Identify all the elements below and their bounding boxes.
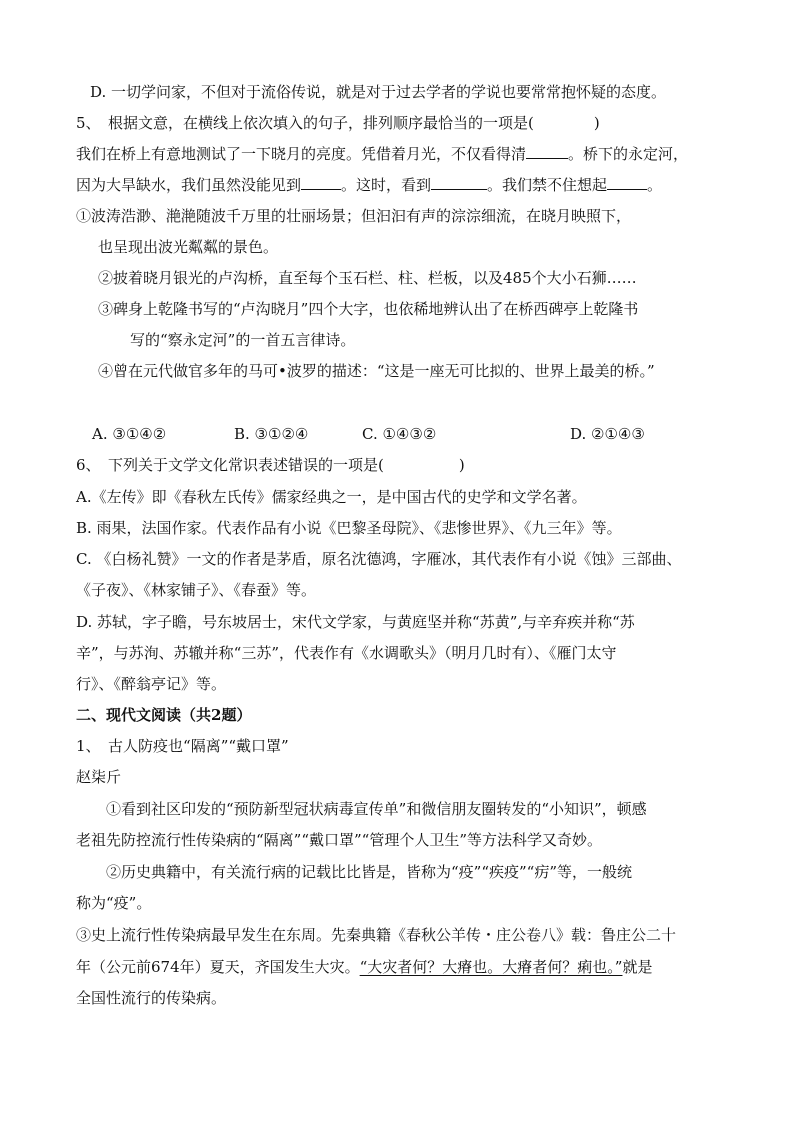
fill-blank-4 [607,175,647,190]
paragraph-2-line2: 称为“疫”。 [76,894,152,912]
q6-option-b: B. 雨果，法国作家。代表作品有小说《巴黎圣母院》、《悲惨世界》、《九三年》等。 [76,519,622,537]
q5-item3-line2: 写的“察永定河”的一首五言律诗。 [130,331,356,349]
article-author: 赵柒斤 [76,768,122,786]
paragraph-3-line2 [76,957,653,977]
fill-blank-3 [431,175,487,190]
q4-option-d: D. 一切学问家，不但对于流俗传说，就是对于过去学者的学说也要常常抱怀疑的态度。 [90,83,667,101]
q5-item1-line2: 也呈现出波光粼粼的景色。 [98,238,279,256]
q5-option-b: B. ③①②④ [234,425,309,443]
q5-item1-line1: ①波涛浩渺、滟滟随波千万里的壮丽场景；但汩汩有声的淙淙细流，在晓月映照下， [76,207,632,225]
q6-stem: 6、 下列关于文学文化常识表述错误的一项是( ) [76,456,465,474]
fill-blank-2 [301,175,341,190]
paragraph-3-line3: 全国性流行的传染病。 [76,989,227,1007]
q5-passage-line2 [76,175,662,195]
passage-text: 因为大旱缺水，我们虽然没能见到 [76,176,302,194]
paragraph-text: 年（公元前674年）夏天，齐国发生大灾。 [76,958,360,976]
q5-stem: 5、 根据文意，在横线上依次填入的句子，排列顺序最恰当的一项是( ) [76,114,600,132]
paragraph-2-line1: ②历史典籍中，有关流行病的记载比比皆是，皆称为“疫”“疾疫”“疠”等，一般统 [106,863,633,881]
fill-blank-1 [526,144,568,159]
passage-text: 。我们禁不住想起 [487,176,608,194]
q6-option-d-line3: 行》、《醉翁亭记》等。 [76,675,227,693]
q6-option-c-line2: 《子夜》、《林家铺子》、《春蚕》等。 [76,581,317,599]
q5-item3-line1: ③碑身上乾隆书写的“卢沟晓月”四个大字，也依稀地辨认出了在桥西碑亭上乾隆书 [98,300,639,318]
passage-text: 。桥下的永定河， [568,145,689,163]
q5-item4: ④曾在元代做官多年的马可•波罗的描述：“这是一座无可比拟的、世界上最美的桥。” [98,362,655,380]
paragraph-text: 就是 [622,958,653,976]
paragraph-3-line1: ③史上流行性传染病最早发生在东周。先秦典籍《春秋公羊传・庄公卷八》载：鲁庄公二十 [76,926,677,944]
paragraph-1-line2: 老祖先防控流行性传染病的“隔离”“戴口罩”“管理个人卫生”等方法科学又奇妙。 [76,831,603,849]
q5-option-c: C. ①④③② [362,425,437,443]
underlined-quote: “大灾者何？大瘠也。大瘠者何？痢也。” [359,958,623,976]
q5-passage-line1 [76,144,688,164]
q5-option-d: D. ②①④③ [570,425,645,443]
article-title: 1、 古人防疫也“隔离”“戴口罩” [76,737,289,755]
passage-text: 我们在桥上有意地测试了一下晓月的亮度。凭借着月光，不仅看得清 [76,145,527,163]
passage-text: 。 [647,176,663,194]
q6-option-a: A.《左传》即《春秋左氏传》儒家经典之一，是中国古代的史学和文学名著。 [76,488,587,506]
q6-option-d-line1: D. 苏轼，字子瞻，号东坡居士，宋代文学家，与黄庭坚并称“苏黄”,与辛弃疾并称“苏 [76,613,635,631]
section-heading: 二、现代文阅读（共2题） [76,706,252,724]
paragraph-1-line1: ①看到社区印发的“预防新型冠状病毒宣传单”和微信朋友圈转发的“小知识”，顿感 [106,800,647,818]
q5-item2: ②披着晓月银光的卢沟桥，直至每个玉石栏、柱、栏板，以及485个大小石狮…… [98,269,637,287]
q6-option-c-line1: C. 《白杨礼赞》一文的作者是茅盾，原名沈德鸿，字雁冰，其代表作有小说《蚀》三部曲、 [76,550,682,568]
passage-text: 。这时，看到 [341,176,432,194]
q5-option-a: A. ③①④② [92,425,167,443]
q6-option-d-line2: 辛”，与苏洵、苏辙并称“三苏”，代表作有《水调歌头》（明月几时有）、《雁门太守 [76,644,617,662]
